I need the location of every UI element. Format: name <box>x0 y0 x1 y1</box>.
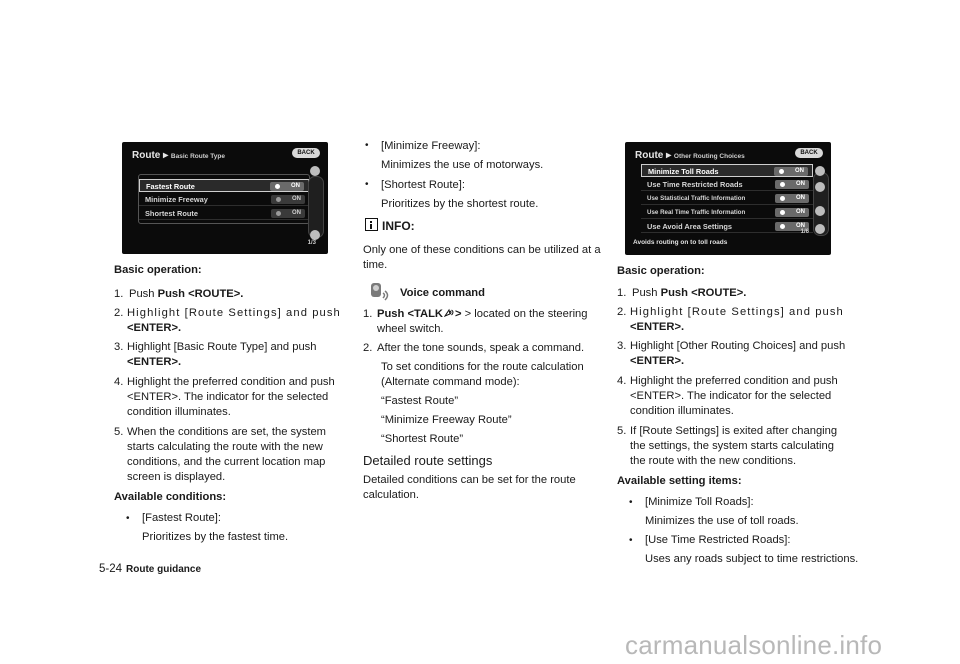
on-indicator: ON <box>775 208 809 217</box>
other-routing-choices-screen <box>625 142 831 255</box>
minimize-freeway-item: [Minimize Freeway]: <box>381 140 481 152</box>
option-minimize-toll-roads[interactable]: Minimize Toll Roads ON <box>641 164 813 177</box>
option-fastest-route[interactable]: Fastest Route ON <box>139 179 309 192</box>
basic-route-type-screen <box>122 142 328 254</box>
fastest-route-desc: Prioritizes by the fastest time. <box>142 531 289 543</box>
screen-title: Route ▸ Other Routing Choices <box>635 150 745 161</box>
basic-operation-heading: Basic operation: <box>617 265 705 277</box>
screen-footer-hint: Avoids routing on to toll roads <box>633 239 728 246</box>
scroll-knob-2[interactable] <box>815 182 825 192</box>
fastest-route-item: [Fastest Route]: <box>142 512 221 524</box>
scroll-knob-1[interactable] <box>815 166 825 176</box>
screen-title: Route ▸ Basic Route Type <box>132 150 225 161</box>
shortest-route-item: [Shortest Route]: <box>381 179 465 191</box>
route-key: Push <ROUTE>. <box>157 288 244 300</box>
back-button[interactable]: BACK <box>292 148 320 158</box>
scroll-knob-3[interactable] <box>815 206 825 216</box>
bullet-dot: • <box>629 535 633 546</box>
option-use-statistical-traffic[interactable]: Use Statistical Traffic Information ON <box>641 192 813 205</box>
talk-icon <box>444 308 454 318</box>
page-indicator: 1/3 <box>307 240 316 246</box>
back-button[interactable]: BACK <box>795 148 823 158</box>
option-minimize-freeway[interactable]: Minimize Freeway ON <box>139 193 309 206</box>
quote-shortest: “Shortest Route” <box>381 433 464 445</box>
detail-text: Detailed conditions can be set for the route calculation. <box>363 474 576 501</box>
basic-operation-heading: Basic operation: <box>114 264 202 276</box>
scroll-rail[interactable] <box>308 176 324 238</box>
page-footer <box>99 563 201 575</box>
info-text: Only one of these conditions can be utilized at a time. <box>363 244 601 271</box>
bullet-dot: • <box>365 179 369 190</box>
route-key: Push <ROUTE>. <box>660 287 747 299</box>
option-use-real-time-traffic[interactable]: Use Real Time Traffic Information ON <box>641 206 813 219</box>
on-indicator: ON <box>775 222 809 231</box>
quote-fastest: “Fastest Route” <box>381 395 459 407</box>
option-shortest-route[interactable]: Shortest Route ON <box>139 207 309 220</box>
detailed-route-settings-heading: Detailed route settings <box>363 453 493 468</box>
watermark: carmanualsonline.info <box>625 630 883 660</box>
on-indicator: ON <box>270 182 304 191</box>
screen-subtitle: Basic Route Type <box>170 153 225 160</box>
voice-command-label: Voice command <box>400 287 485 299</box>
options-list <box>641 164 813 234</box>
on-indicator: ON <box>774 167 808 176</box>
quote-minimize-freeway: “Minimize Freeway Route” <box>381 414 512 426</box>
bullet-dot: • <box>629 497 633 508</box>
option-use-time-restricted-roads[interactable]: Use Time Restricted Roads ON <box>641 178 813 191</box>
page-indicator: 1/6 <box>800 229 809 235</box>
options-list <box>138 174 310 224</box>
on-indicator: ON <box>775 180 809 189</box>
on-indicator: ON <box>271 209 305 218</box>
on-indicator: ON <box>271 195 305 204</box>
info-icon <box>365 218 378 231</box>
scroll-up-knob[interactable] <box>310 166 320 176</box>
bullet-dot: • <box>126 513 130 524</box>
screen-subtitle: Other Routing Choices <box>673 153 745 160</box>
on-indicator: ON <box>775 194 809 203</box>
page-number: 5-24 <box>99 563 123 575</box>
available-setting-items-heading: Available setting items: <box>617 475 742 487</box>
use-time-restricted-roads-item: [Use Time Restricted Roads]: <box>645 534 791 546</box>
bullet-dot: • <box>365 140 369 151</box>
scroll-knob-4[interactable] <box>815 224 825 234</box>
voice-command-icon <box>369 279 391 301</box>
info-label: INFO: <box>382 219 415 233</box>
shortest-route-desc: Prioritizes by the shortest route. <box>381 198 539 210</box>
minimize-toll-roads-desc: Minimizes the use of toll roads. <box>645 515 799 527</box>
section-name: Route guidance <box>126 564 202 575</box>
use-time-restricted-roads-desc: Uses any roads subject to time restrictions. <box>645 553 859 565</box>
available-conditions-heading: Available conditions: <box>114 491 227 503</box>
minimize-toll-roads-item: [Minimize Toll Roads]: <box>645 496 754 508</box>
option-use-avoid-area-settings[interactable]: Use Avoid Area Settings ON <box>641 220 813 233</box>
minimize-freeway-desc: Minimizes the use of motorways. <box>381 159 544 171</box>
voice-para: To set conditions for the route calculation (Alternate command mode): <box>381 361 584 388</box>
